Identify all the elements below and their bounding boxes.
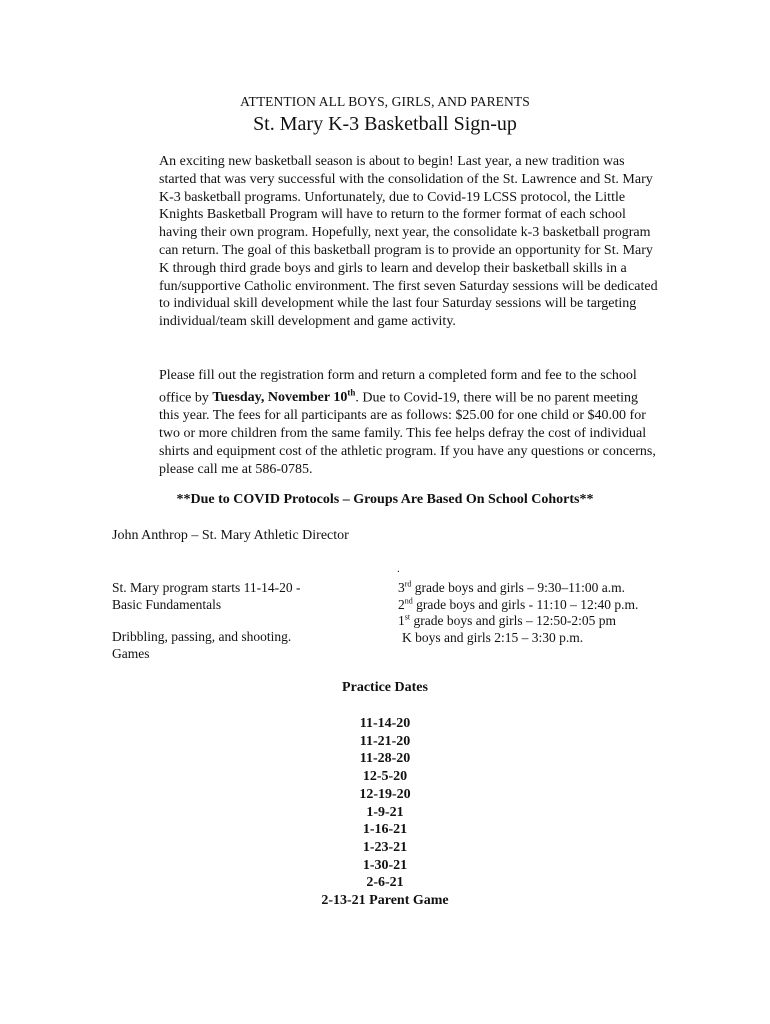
program-games-line: Games [112, 645, 150, 661]
practice-date: 1-30-21 [362, 857, 408, 873]
schedule-row [398, 580, 698, 597]
practice-date: 11-21-20 [359, 733, 411, 749]
schedule-grade-suffix: nd [404, 596, 413, 605]
schedule-time-text: grade boys and girls - 11:10 – 12:40 p.m. [412, 596, 639, 612]
schedule-grade-number: 2 [398, 596, 405, 612]
schedule-grade-number: 3 [398, 580, 405, 595]
practice-date: 1-9-21 [366, 804, 404, 820]
schedule-time-text: grade boys and girls – 9:30–11:00 a.m. [411, 580, 626, 595]
program-start-line: St. Mary program starts 11-14-20 - [112, 580, 301, 595]
deadline-date: Tuesday, November 10 [212, 390, 348, 406]
schedule-row [398, 613, 698, 630]
schedule-time-text: grade boys and girls – 12:50-2:05 pm [410, 613, 616, 628]
schedule-grade-number: 1 [398, 613, 405, 628]
schedule-row [398, 630, 698, 647]
practice-date: 12-19-20 [359, 786, 411, 802]
registration-paragraph [159, 367, 659, 478]
practice-date: 2-13-21 Parent Game [321, 893, 449, 909]
program-fundamentals-line: Basic Fundamentals [112, 596, 222, 612]
practice-date: 2-6-21 [366, 875, 404, 891]
schedule-grade-suffix: rd [404, 579, 412, 589]
practice-dates-heading: Practice Dates [342, 680, 428, 695]
practice-date: 12-5-20 [362, 769, 408, 785]
registration-text-end: . Due to Covid-19, there will be no parent meeting this year. The fees for all participants are as follows: $25.00 for one child or $40.00 for two or more children from the same family. This fee helps defray the cost of individual shirts and equipment cost of the athletic program. If you have any questions or concerns, please call me at 586-0785. [159, 390, 656, 477]
spacer [112, 613, 352, 629]
practice-date: 11-14-20 [359, 716, 411, 731]
program-info [112, 580, 352, 662]
intro-paragraph: An exciting new basketball season is about to begin! Last year, a new tradition was started that was very successful with the consolidation of the St. Lawrence and St. Mary K-3 basketball programs. Unfortunately, due to Covid-19 LCSS protocol, the Little Knights Basketball Program will have to return to the former format of each school having their own program. Hopefully, next year, the consolidate k-3 basketball program can return. The goal of this basketball program is to provide an opportunity for St. Mary K through third grade boys and girls to learn and develop their basketball skills in a fun/supportive Catholic environment. The first seven Saturday sessions will be dedicated to individual skill development while the last four Saturday sessions will be targeting individual/team skill development and game activity. [159, 154, 658, 330]
practice-dates-list [0, 715, 770, 910]
page-title: St. Mary K-3 Basketball Sign-up [253, 113, 517, 135]
practice-date: 1-16-21 [362, 822, 408, 838]
schedule-row [398, 597, 698, 614]
deadline-suffix: th [347, 387, 356, 398]
attention-banner: ATTENTION ALL BOYS, GIRLS, AND PARENTS [240, 94, 530, 109]
registration-deadline [212, 387, 356, 406]
stray-dot: . [397, 563, 400, 575]
schedule-grade-suffix: st [404, 612, 411, 622]
registration-text-start: Please fill out the registration form and return a completed form and fee to the school office by [159, 368, 637, 406]
program-skills-line: Dribbling, passing, and shooting. [112, 629, 292, 644]
covid-notice: **Due to COVID Protocols – Groups Are Based On School Cohorts** [176, 492, 594, 507]
director-signature: John Anthrop – St. Mary Athletic Director [112, 528, 349, 543]
grade-schedule [398, 580, 698, 646]
schedule-time-text: K boys and girls 2:15 – 3:30 p.m. [402, 629, 584, 645]
practice-date: 1-23-21 [362, 839, 408, 855]
practice-date: 11-28-20 [359, 751, 411, 767]
